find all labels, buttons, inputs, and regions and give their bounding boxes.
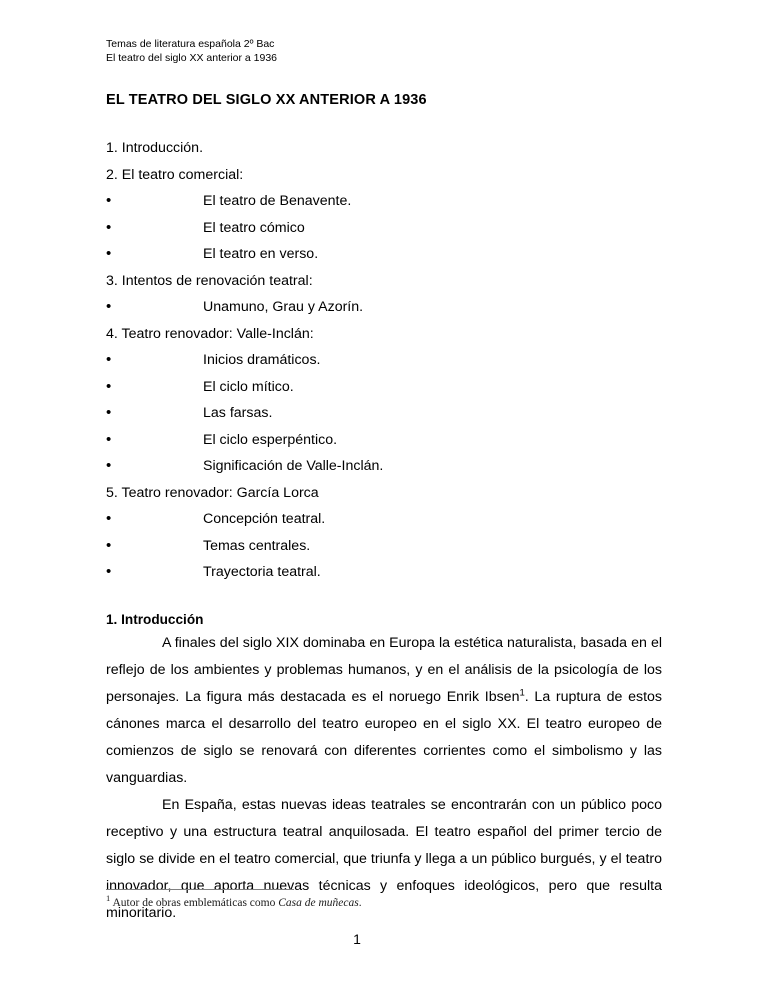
toc-sub-entry[interactable] — [106, 400, 662, 427]
toc-sub-label: El teatro de Benavente. — [203, 193, 352, 209]
page-title: EL TEATRO DEL SIGLO XX ANTERIOR A 1936 — [106, 92, 427, 108]
toc-sub-entry[interactable] — [106, 533, 662, 560]
bullet-icon: • — [106, 536, 112, 554]
bullet-icon: • — [106, 218, 112, 236]
bullet-icon: • — [106, 298, 112, 315]
toc-sub-label: El ciclo mítico. — [203, 378, 294, 395]
paragraph-introduccion-2: En España, estas nuevas ideas teatrales se encontrarán con un público poco receptivo y una estructura teatral anquilosada. El teatro español del primer tercio de siglo se divide en el teatro comercial, que triunfa y llega a un público burgués, y el teatro innovador, que aporta nuevas técnicas y enfoques ideológicos, pero que resulta minoritario. — [106, 796, 662, 921]
table-of-contents — [106, 135, 662, 586]
bullet-icon: • — [106, 430, 112, 448]
toc-entry[interactable]: 4. Teatro renovador: Valle-Inclán: — [106, 325, 314, 342]
toc-sub-label: Significación de Valle-Inclán. — [203, 458, 384, 474]
footnote-number: 1 — [106, 893, 111, 904]
paragraph-introduccion-1 — [106, 630, 662, 792]
toc-sub-entry[interactable] — [106, 506, 662, 533]
toc-sub-label: Las farsas. — [203, 405, 273, 421]
paragraph-text-part-1: A finales del siglo XIX dominaba en Europa la estética naturalista, basada en el reflejo de los ambientes y problemas humanos, y en el análisis de la psicología de los personajes. La figura más destacada es el noruego Enrik Ibsen — [106, 634, 662, 705]
bullet-icon: • — [106, 404, 112, 421]
toc-sub-entry[interactable] — [106, 427, 662, 454]
footnote-area — [106, 889, 662, 910]
toc-entry[interactable]: 5. Teatro renovador: García Lorca — [106, 484, 319, 501]
page-content — [106, 38, 662, 927]
toc-sub-entry[interactable] — [106, 241, 662, 268]
toc-sub-entry[interactable] — [106, 294, 662, 321]
footnote-text-before: Autor de obras emblemáticas como — [110, 897, 279, 909]
bullet-icon: • — [106, 245, 112, 262]
toc-sub-entry[interactable] — [106, 215, 662, 242]
toc-sub-entry[interactable] — [106, 374, 662, 401]
toc-sub-label: El ciclo esperpéntico. — [203, 431, 338, 448]
running-header — [106, 38, 662, 65]
footnote-work-title: Casa de muñecas — [278, 897, 359, 909]
toc-sub-label: Temas centrales. — [203, 537, 311, 554]
toc-entry[interactable]: 1. Introducción. — [106, 140, 204, 156]
bullet-icon: • — [106, 457, 112, 474]
footnote-reference-marker[interactable]: 1 — [519, 686, 525, 698]
footnote-text-after: . — [358, 897, 362, 909]
toc-entry[interactable]: 3. Intentos de renovación teatral: — [106, 272, 313, 289]
bullet-icon: • — [106, 351, 112, 368]
paragraph-text-part-2: . La ruptura de estos cánones marca el desarrollo del teatro europeo en el siglo XX. El teatro europeo de comienzos de siglo se renovará con diferentes corrientes como el simbolismo y las vanguardias. — [106, 688, 662, 786]
toc-sub-entry[interactable] — [106, 188, 662, 215]
bullet-icon: • — [106, 510, 112, 527]
bullet-icon: • — [106, 563, 112, 580]
running-header-line-1: Temas de literatura española 2º Bac — [106, 38, 275, 50]
section-heading-introduccion: 1. Introducción — [106, 611, 204, 627]
footnote-entry — [106, 893, 662, 910]
toc-sub-entry[interactable] — [106, 453, 662, 480]
toc-sub-label: El teatro cómico — [203, 219, 305, 236]
running-header-line-2: El teatro del siglo XX anterior a 1936 — [106, 51, 278, 64]
toc-entry[interactable]: 2. El teatro comercial: — [106, 166, 244, 183]
toc-sub-label: Inicios dramáticos. — [203, 352, 321, 368]
toc-sub-label: Concepción teatral. — [203, 511, 326, 527]
toc-sub-entry[interactable] — [106, 347, 662, 374]
bullet-icon: • — [106, 377, 112, 395]
toc-sub-label: Trayectoria teatral. — [203, 564, 321, 580]
toc-sub-entry[interactable] — [106, 559, 662, 586]
bullet-icon: • — [106, 192, 112, 209]
footnote-separator-rule — [106, 889, 294, 890]
page-number: 1 — [353, 931, 361, 947]
toc-sub-label: El teatro en verso. — [203, 246, 319, 262]
toc-sub-label: Unamuno, Grau y Azorín. — [203, 299, 364, 315]
